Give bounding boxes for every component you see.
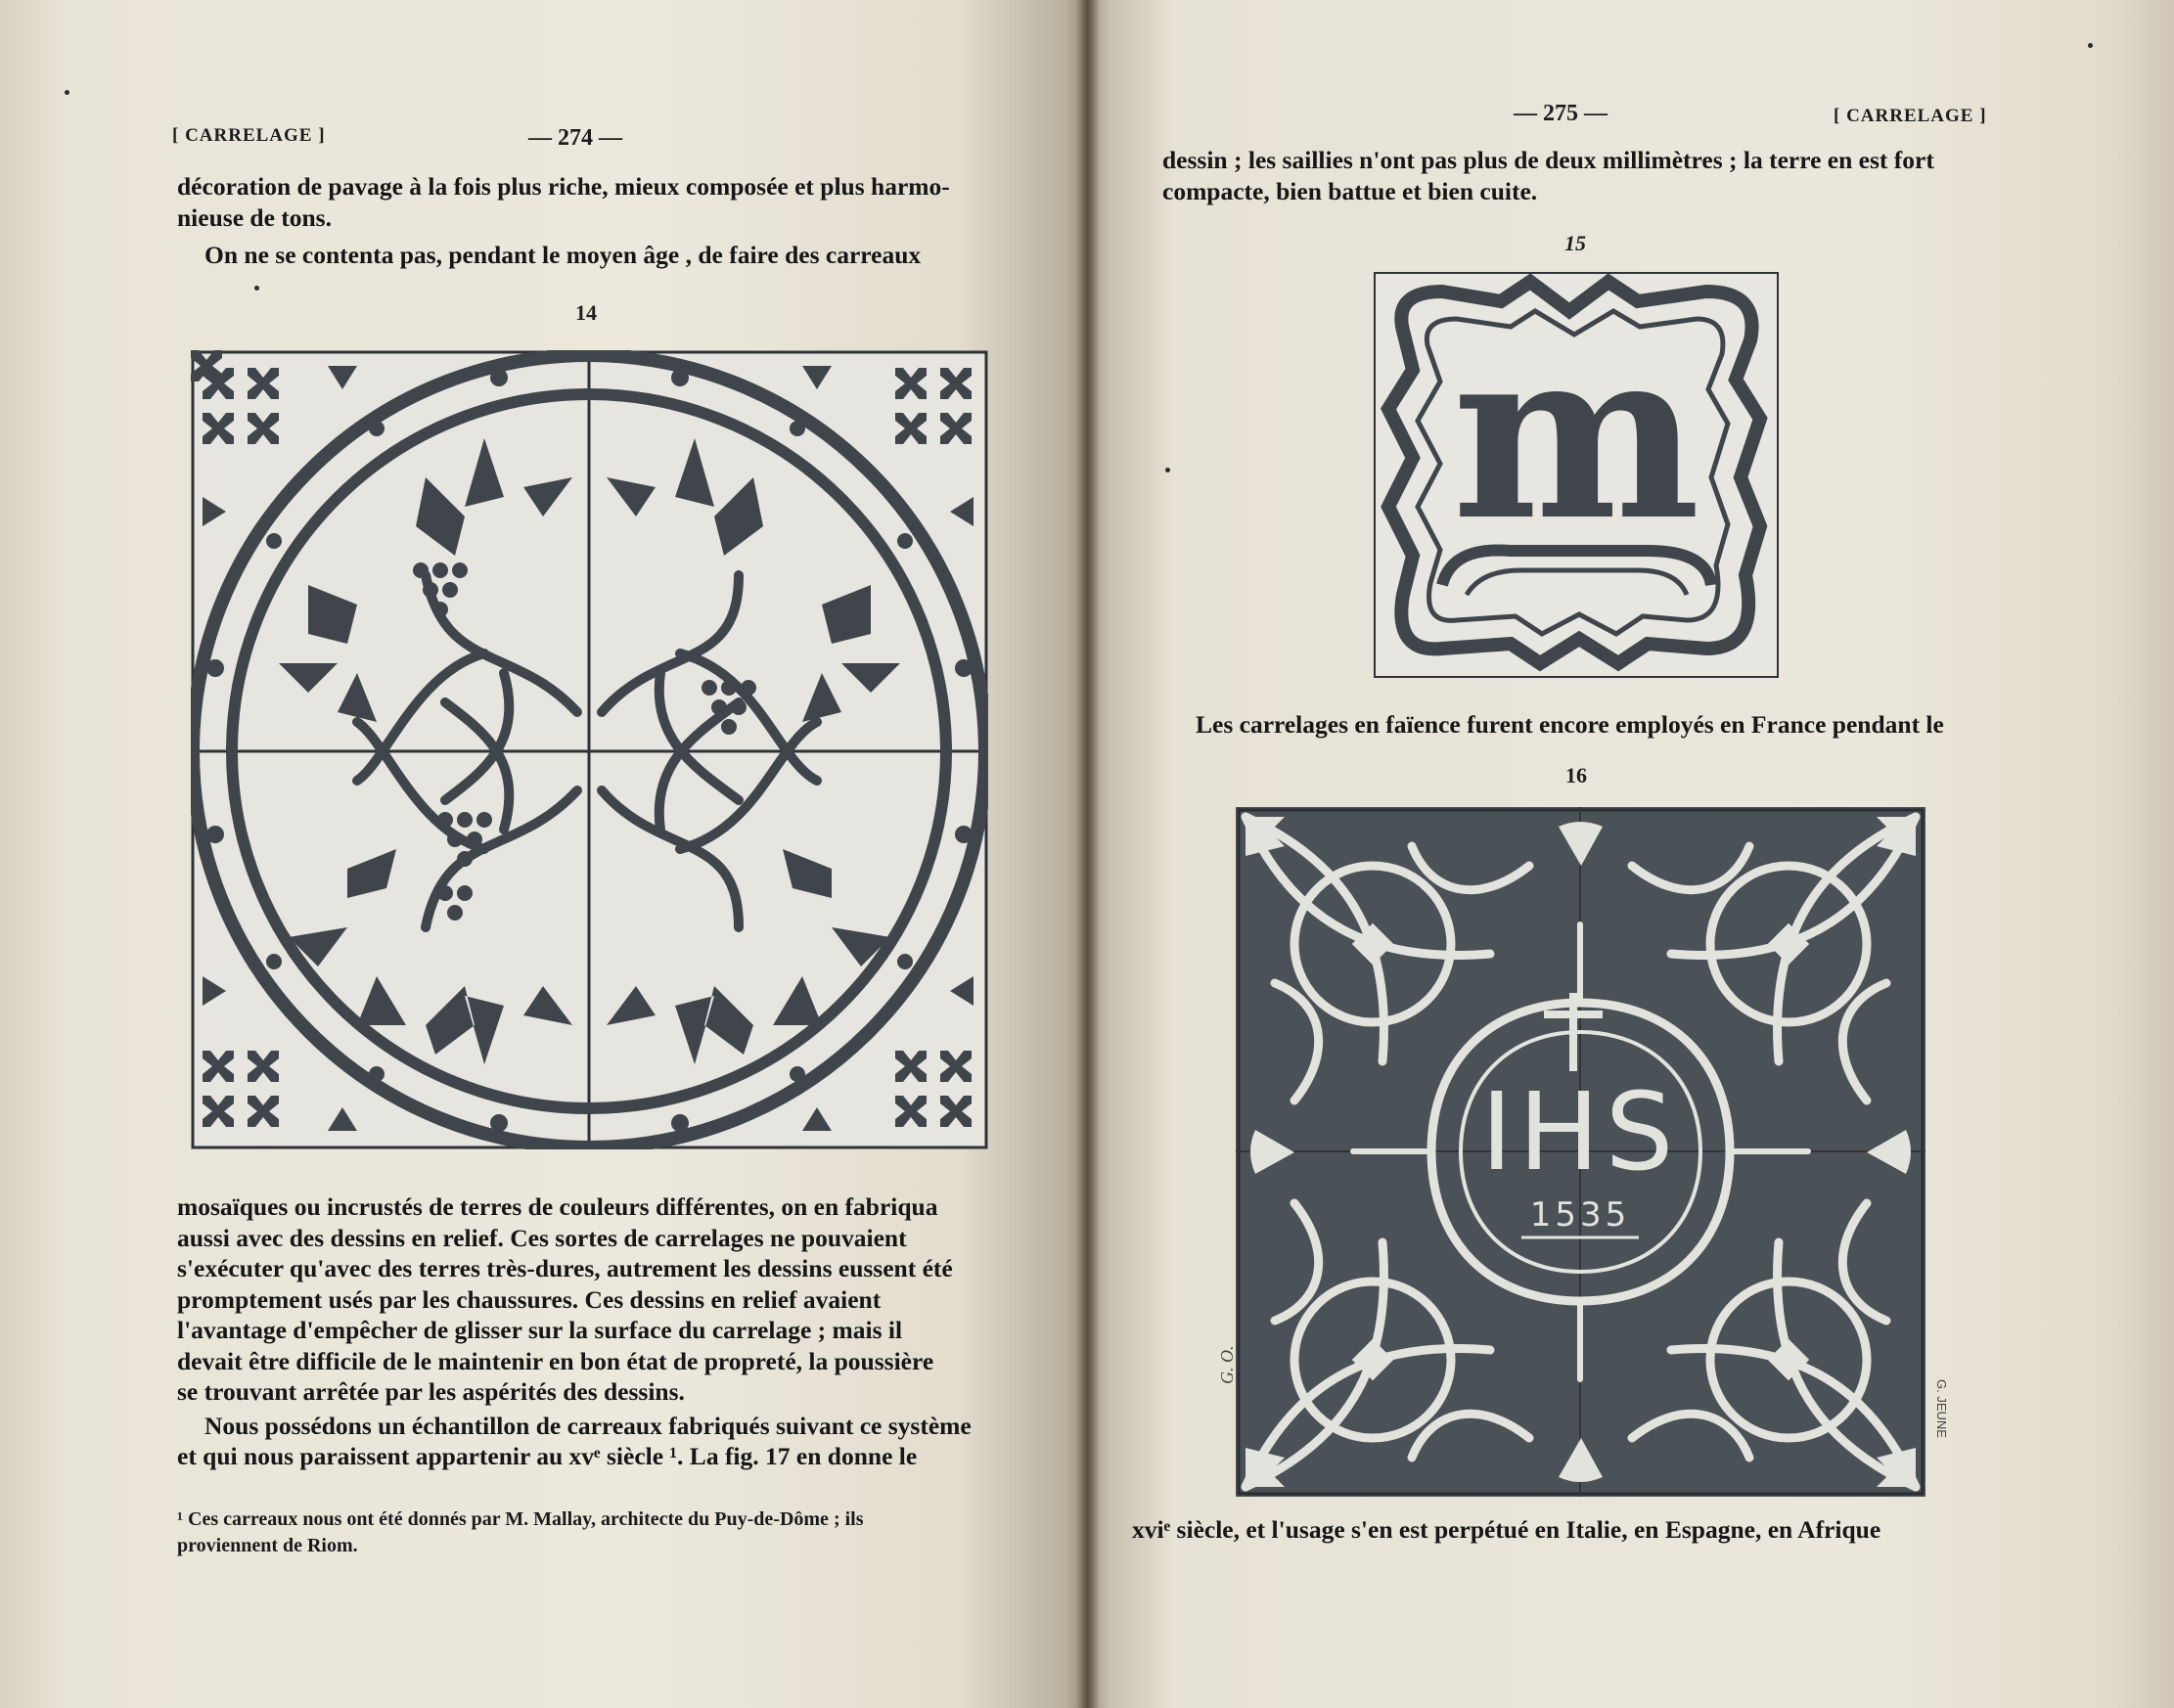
- footnote-line: proviennent de Riom.: [177, 1535, 358, 1556]
- text-line: l'avantage d'empêcher de glisser sur la surface du carrelage ; mais il: [177, 1316, 903, 1344]
- right-running-title: [ CARRELAGE ]: [1834, 106, 1987, 126]
- text-line: promptement usés par les chaussures. Ces dessins en relief avaient: [177, 1284, 882, 1314]
- figure-16-number: 16: [1565, 763, 1587, 787]
- text-line: dessin ; les saillies n'ont pas plus de deux millimètres ; la terre en est fort: [1162, 146, 1934, 174]
- figure-16-illustration: [1236, 807, 1925, 1497]
- right-bottom-text: [1132, 1514, 2106, 1546]
- text-line: compacte, bien battue et bien cuite.: [1162, 176, 1538, 205]
- text-line: On ne se contenta pas, pendant le moyen âge , de faire des carreaux: [204, 241, 922, 269]
- figure-16-tile: [1236, 807, 1925, 1497]
- text-line: Les carrelages en faïence furent encore employés en France pendant le: [1196, 710, 1944, 739]
- figure-15-illustration: [1374, 272, 1779, 678]
- figure-16-signature-left: G. O.: [1217, 1345, 1237, 1384]
- figure-16-signature-right: G. JEUNE: [1934, 1379, 1949, 1438]
- text-line: nieuse de tons.: [177, 202, 332, 232]
- figure-14-tiles: [191, 350, 988, 1149]
- text-line: Nous possédons un échantillon de carreaux fabriqués suivant ce système: [204, 1411, 972, 1440]
- text-line: et qui nous paraissent appartenir au xvᵉ siècle ¹. La fig. 17 en donne le: [177, 1442, 918, 1470]
- figure-16-date: 1535: [1529, 1195, 1631, 1235]
- paper-speck: [65, 90, 69, 95]
- text-line: s'exécuter qu'avec des terres très-dures, autrement les dessins eussent été: [177, 1254, 953, 1282]
- right-page-number: — 275 —: [1514, 101, 1608, 126]
- left-running-title: [ CARRELAGE ]: [172, 125, 326, 146]
- right-middle-text: [1196, 709, 2076, 741]
- paper-speck: [254, 286, 259, 291]
- left-body-text: [177, 1191, 1001, 1472]
- figure-15-letter: m: [1452, 296, 1700, 572]
- book-gutter: [1076, 0, 1100, 1708]
- left-page-number: — 274 —: [528, 125, 622, 151]
- right-page: [1088, 0, 2174, 1708]
- text-line: se trouvant arrêtée par les aspérités des dessins.: [177, 1377, 685, 1406]
- figure-15-tile: [1374, 272, 1779, 678]
- figure-14-illustration: [191, 350, 988, 1149]
- footnote-line: ¹ Ces carreaux nous ont été donnés par M. Mallay, architecte du Puy-de-Dôme ; ils: [177, 1508, 864, 1530]
- left-top-text: [177, 171, 995, 271]
- right-top-text: [1162, 145, 1984, 206]
- text-line: aussi avec des dessins en relief. Ces sortes de carrelages ne pouvaient: [177, 1223, 907, 1252]
- paper-speck: [2088, 43, 2093, 48]
- text-line: devait être difficile de le maintenir en bon état de propreté, la poussière: [177, 1346, 934, 1375]
- figure-14-number: 14: [575, 300, 597, 325]
- figure-16-monogram: IHS: [1480, 1069, 1680, 1194]
- figure-15-number: 15: [1564, 231, 1586, 255]
- left-footnote: [177, 1506, 999, 1559]
- text-line: mosaïques ou incrustés de terres de couleurs différentes, on en fabriqua: [177, 1192, 938, 1221]
- text-line: xviᵉ siècle, et l'usage s'en est perpétué en Italie, en Espagne, en Afrique: [1132, 1515, 1881, 1544]
- paper-speck: [1165, 468, 1170, 472]
- text-line: décoration de pavage à la fois plus riche, mieux composée et plus harmo-: [177, 172, 950, 201]
